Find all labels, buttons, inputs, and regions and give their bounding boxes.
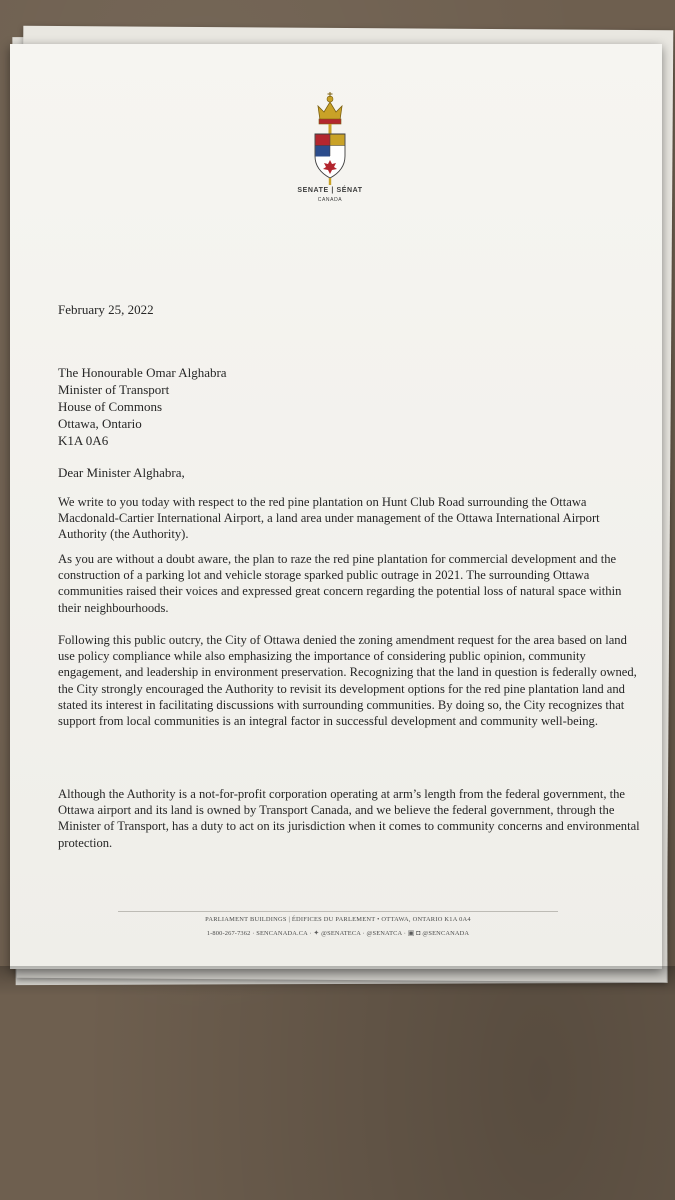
body-paragraph: We write to you today with respect to the red pine plantation on Hunt Club Road surrounding the Ottawa Macdonald-Cartier International Airport, a land area under management of the Ottawa International Airport Authority (the Authority).: [58, 495, 600, 542]
body-paragraph: As you are without a doubt aware, the plan to raze the red pine plantation for commercial development and the construction of a parking lot and vehicle storage sparked public outrage in 2021. The surrounding Ottawa communities raised their voices and expressed great concern regarding the potential loss of natural space within their neighbourhoods.: [58, 552, 622, 615]
recipient-line: House of Commons: [58, 399, 162, 414]
senate-crest-icon: [306, 90, 354, 186]
footer-separator: ·: [362, 930, 367, 937]
letterhead-institution: SENATE | SÉNAT: [297, 187, 363, 194]
recipient-line: The Honourable Omar Alghabra: [58, 365, 227, 380]
footer-separator: ·: [252, 930, 257, 937]
footer-phone: 1-800-267-7362: [206, 930, 251, 937]
footer-twitter-en: @SENATECA: [321, 930, 361, 937]
footer-twitter-fr: @SENATCA: [366, 930, 402, 937]
letterhead-country: CANADA: [317, 197, 343, 203]
footer-website: SENCANADA.CA: [256, 930, 308, 937]
footer-separator: ·: [403, 930, 408, 937]
body-paragraph: Following this public outcry, the City of Ottawa denied the zoning amendment request for the area based on land use policy compliance while also emphasizing the importance of considering public opinion, community engagement, and leadership in environment preservation. Recognizing that the land in question is federally owned, the City strongly encouraged the Authority to revisit its development options for the red pine plantation land and stated its interest in facilitating discussions with surrounding communities. By doing so, the City recognizes that support from local communities is an integral factor in successful development and community well-being.: [58, 633, 637, 729]
footer-divider: [118, 911, 558, 912]
letter-page: [10, 44, 662, 969]
facebook-icon: ▣: [407, 929, 415, 937]
recipient-line: K1A 0A6: [58, 433, 109, 448]
letter-date: February 25, 2022: [58, 302, 154, 317]
recipient-address: [58, 364, 227, 449]
footer-separator: ·: [309, 930, 314, 937]
salutation: Dear Minister Alghabra,: [58, 465, 185, 480]
footer-address: PARLIAMENT BUILDINGS | ÉDIFICES DU PARLEMENT • OTTAWA, ONTARIO K1A 0A4: [205, 916, 471, 923]
twitter-icon: ✦: [313, 929, 320, 937]
recipient-line: Ottawa, Ontario: [58, 416, 142, 431]
body-paragraph: Although the Authority is a not-for-profit corporation operating at arm’s length from the federal government, the Ottawa airport and its land is owned by Transport Canada, and we believe the federal government, through the Minister of Transport, has a duty to act on its jurisdiction when it comes to community concerns and environmental protection.: [58, 787, 640, 850]
page-shadow: [0, 966, 675, 996]
footer-social: @SENCANADA: [422, 930, 470, 937]
instagram-icon: ◘: [416, 929, 421, 937]
recipient-line: Minister of Transport: [58, 382, 170, 397]
footer-contacts: [120, 929, 556, 937]
